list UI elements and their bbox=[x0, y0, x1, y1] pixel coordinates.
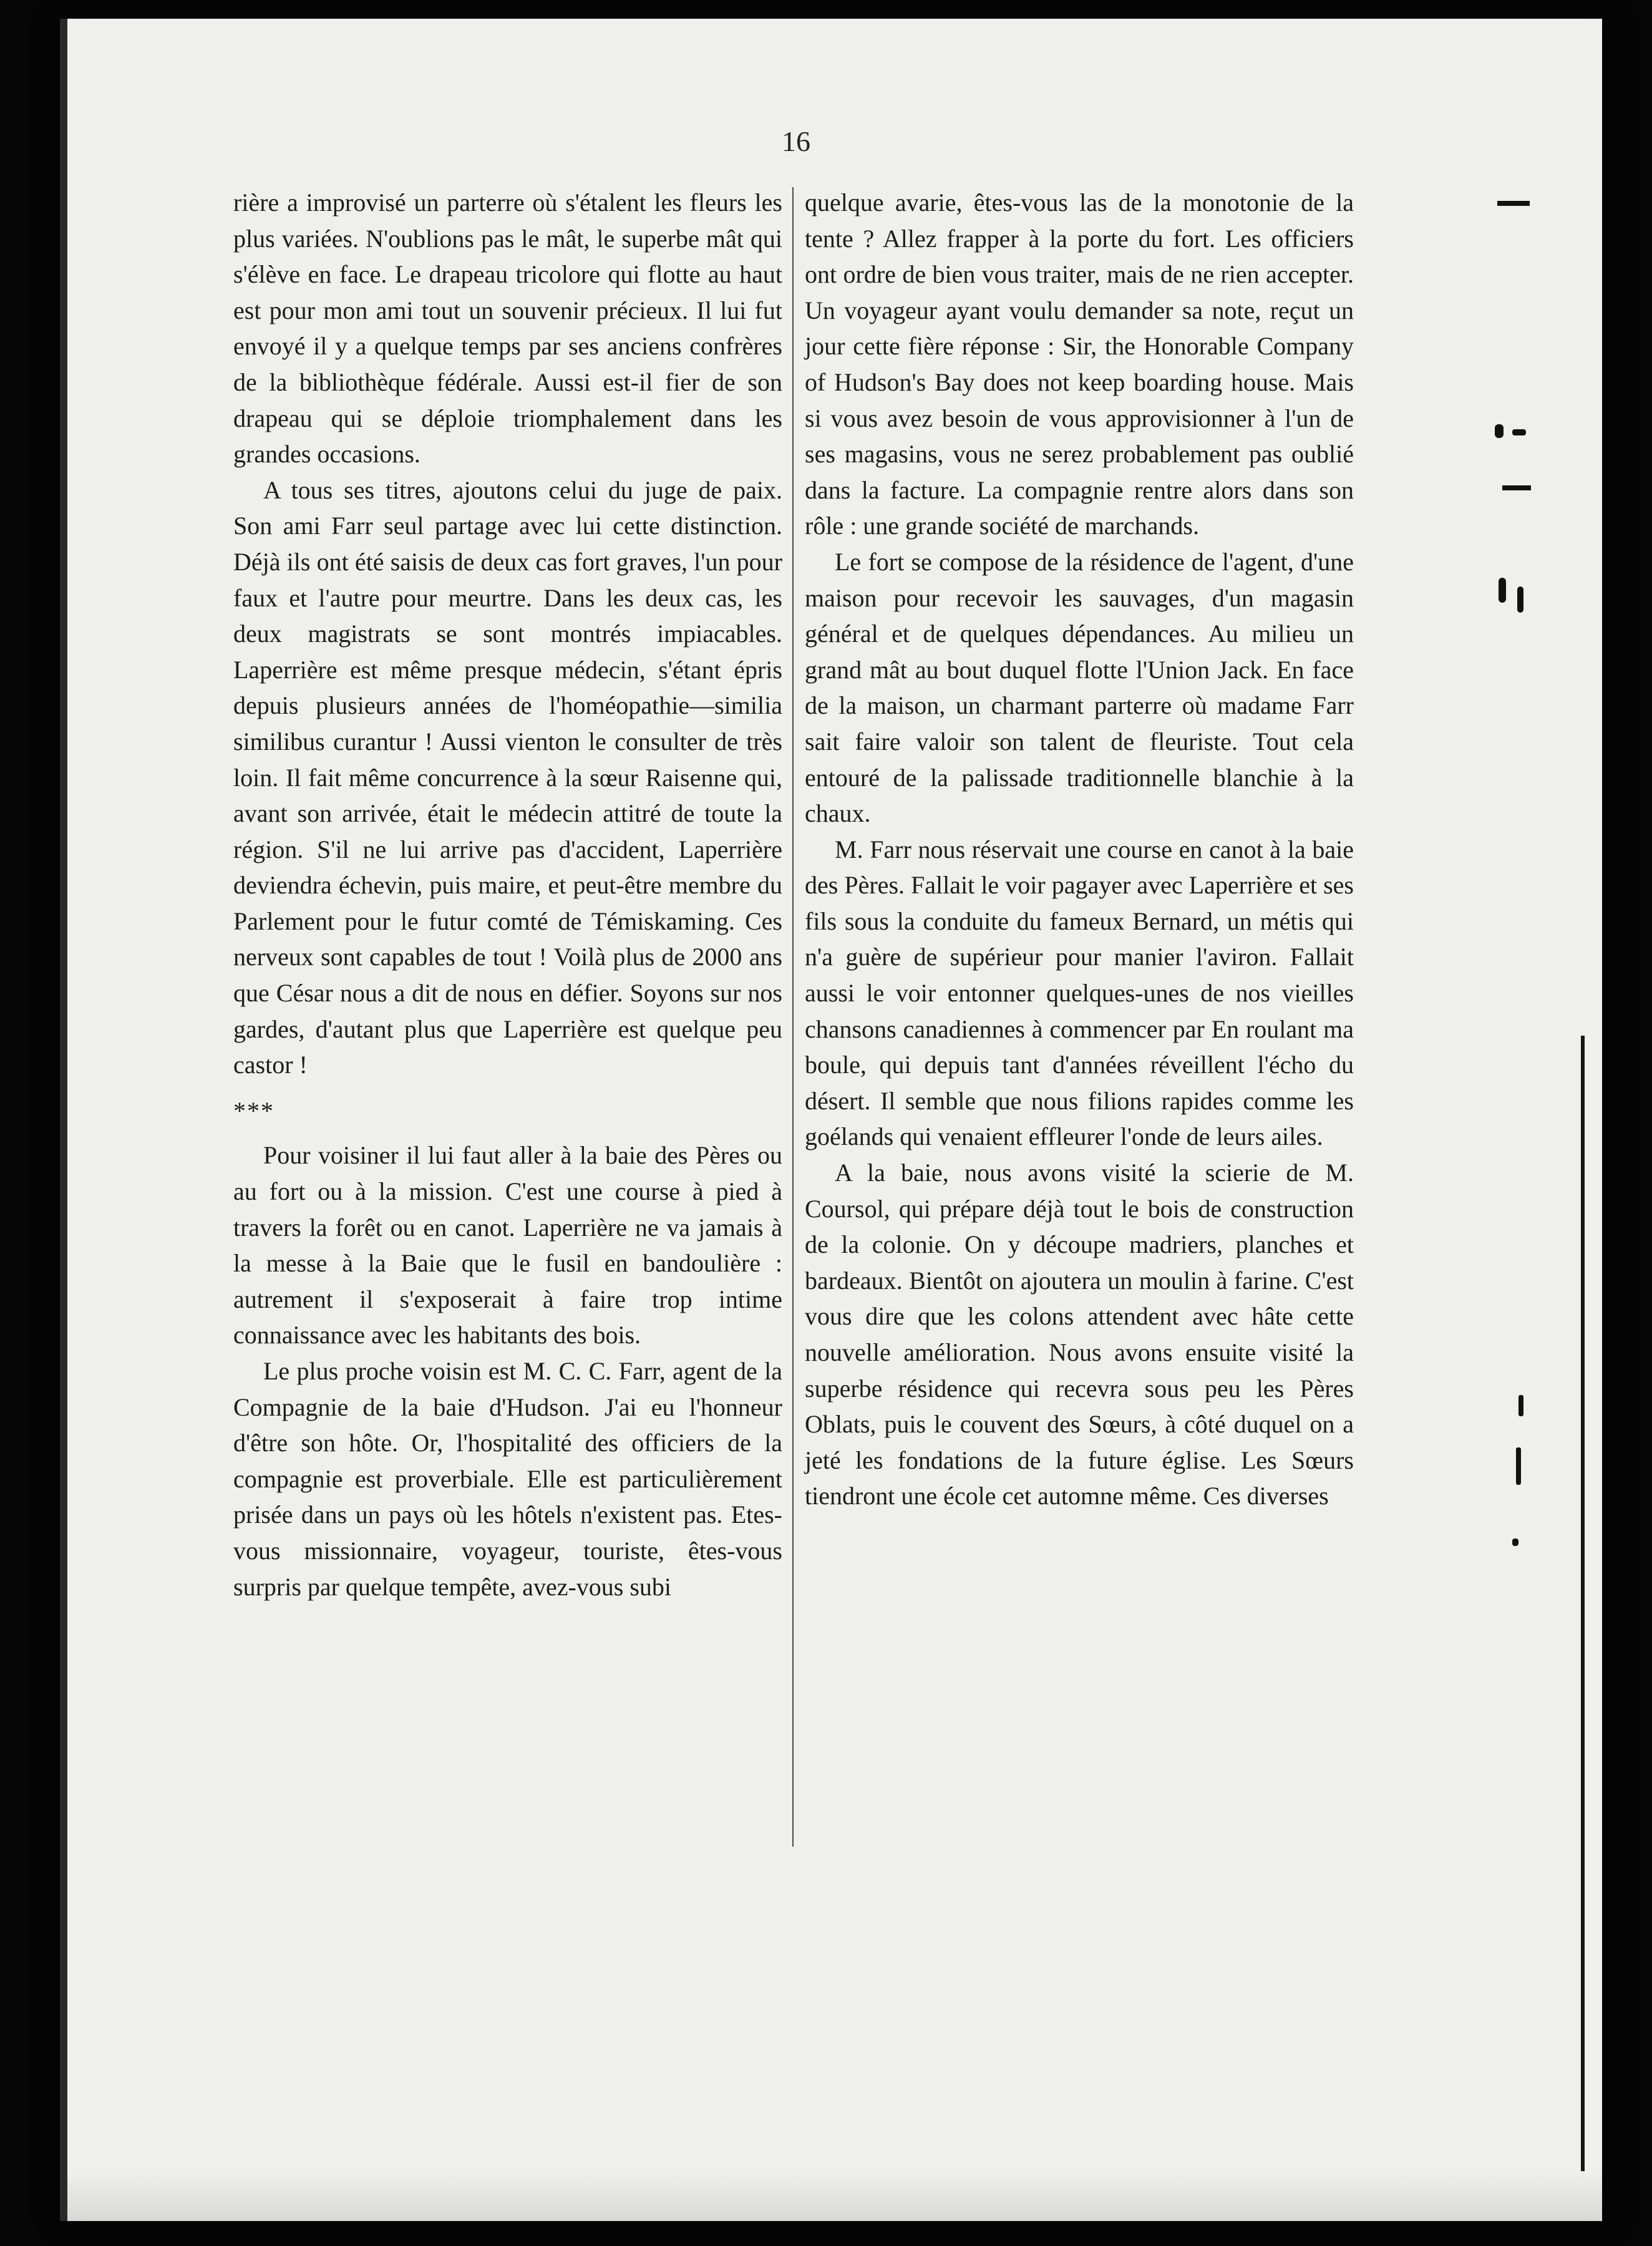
paragraph: A la baie, nous avons visité la scierie de M. Coursol, qui prépare déjà tout le bois de construction de la colonie. On y découpe madriers, planches et bardeaux. Bientôt on ajoutera un moulin à farine. C'est vous dire que les colons attendent avec hâte cette nouvelle amélioration. Nous avons ensuite visité la superbe résidence qui recevra sous peu les Pères Oblats, puis le couvent des Sœurs, à côté duquel on a jeté les fondations de la future église. Les Sœurs tiendront une école cet automne même. Ces diverses bbox=[805, 1159, 1354, 1510]
paragraph: Pour voisiner il lui faut aller à la baie des Pères ou au fort ou à la mission. C'est une course à pied à travers la forêt ou en canot. Laperrière ne va jamais à la messe à la Baie que le fusil en bandoulière : autrement il s'exposerait à faire trop intime connaissance avec les habitants des bois. bbox=[233, 1141, 782, 1349]
margin-tick bbox=[1516, 1447, 1521, 1485]
paragraph: quelque avarie, êtes-vous las de la monotonie de la tente ? Allez frapper à la porte du fort. Les officiers ont ordre de bien vous traiter, mais de ne rien accepter. Un voyageur ayant voulu demander sa note, reçut un jour cette fière réponse : Sir, the Honorable Company of Hudson's Bay does not keep boarding house. Mais si vous avez besoin de vous approvisionner à l'un de ses magasins, vous ne serez probablement pas oublié dans la facture. La compagnie rentre alors dans son rôle : une grande société de marchands. bbox=[805, 188, 1354, 540]
margin-tick bbox=[1512, 1539, 1518, 1546]
page-number: 16 bbox=[782, 125, 810, 157]
right-column bbox=[805, 185, 1354, 1514]
paragraph: rière a improvisé un parterre où s'étalent les fleurs les plus variées. N'oublions pas le mât, le superbe mât qui s'élève en face. Le drapeau tricolore qui flotte au haut est pour mon ami tout un souvenir précieux. Il lui fut envoyé il y a quelque temps par ses anciens confrères de la bibliothèque fédérale. Aussi est-il fier de son drapeau qui se déploie triomphalement dans les grandes occasions. bbox=[233, 188, 782, 469]
margin-blot bbox=[1499, 578, 1506, 603]
section-separator: *** bbox=[233, 1096, 275, 1125]
column-divider bbox=[792, 187, 794, 1847]
margin-tick bbox=[1497, 201, 1530, 206]
margin-blot bbox=[1517, 586, 1523, 613]
binding-margin-marks bbox=[1472, 0, 1547, 2246]
paragraph: A tous ses titres, ajoutons celui du juge de paix. Son ami Farr seul partage avec lui cette distinction. Déjà ils ont été saisis de deux cas fort graves, l'un pour faux et l'autre pour meurtre. Dans les deux cas, les deux magistrats se sont montrés impiacables. Laperrière est même presque médecin, s'étant épris depuis plusieurs années de l'homéopathie—similia similibus curantur ! Aussi vienton le consulter de très loin. Il fait même concurrence à la sœur Raisenne qui, avant son arrivée, était le médecin attitré de toute la région. S'il ne lui arrive pas d'accident, Laperrière deviendra échevin, puis maire, et peut-être membre du Parlement pour le futur comté de Témiskaming. Ces nerveux sont capables de tout ! Voilà plus de 2000 ans que César nous a dit de nous en défier. Soyons sur nos gardes, d'autant plus que Laperrière est quelque peu castor ! bbox=[233, 475, 782, 1079]
left-column bbox=[233, 185, 782, 1605]
paragraph: Le fort se compose de la résidence de l'agent, d'une maison pour recevoir les sauvages, d'un magasin général et de quelques dépendances. Au milieu un grand mât au bout duquel flotte l'Union Jack. En face de la maison, un charmant parterre où madame Farr sait faire valoir son talent de fleuriste. Tout cela entouré de la palissade traditionnelle blanchie à la chaux. bbox=[805, 547, 1354, 828]
page-bottom-edge bbox=[67, 2171, 1602, 2221]
paragraph: M. Farr nous réservait une course en canot à la baie des Pères. Fallait le voir pagayer avec Laperrière et ses fils sous la conduite du fameux Bernard, un métis qui n'a guère de supérieur pour manier l'aviron. Fallait aussi le voir entonner quelques-unes de nos vieilles chansons canadiennes à commencer par En roulant ma boule, qui depuis tant d'années réveillent l'écho du désert. Il semble que nous filions rapides comme les goélands qui venaient effleurer l'onde de leurs ailes. bbox=[805, 835, 1354, 1151]
margin-blot bbox=[1512, 429, 1526, 435]
margin-tick bbox=[1518, 1395, 1523, 1416]
binding-edge-line bbox=[1581, 1036, 1585, 2171]
margin-blot bbox=[1495, 424, 1504, 438]
margin-tick bbox=[1502, 485, 1531, 490]
paragraph: Le plus proche voisin est M. C. C. Farr, agent de la Compagnie de la baie d'Hudson. J'ai eu l'honneur d'être son hôte. Or, l'hospitalité des officiers de la compagnie est proverbiale. Elle est particulièrement prisée dans un pays où les hôtels n'existent pas. Etes-vous missionnaire, voyageur, touriste, êtes-vous surpris par quelque tempête, avez-vous subi bbox=[233, 1357, 782, 1601]
